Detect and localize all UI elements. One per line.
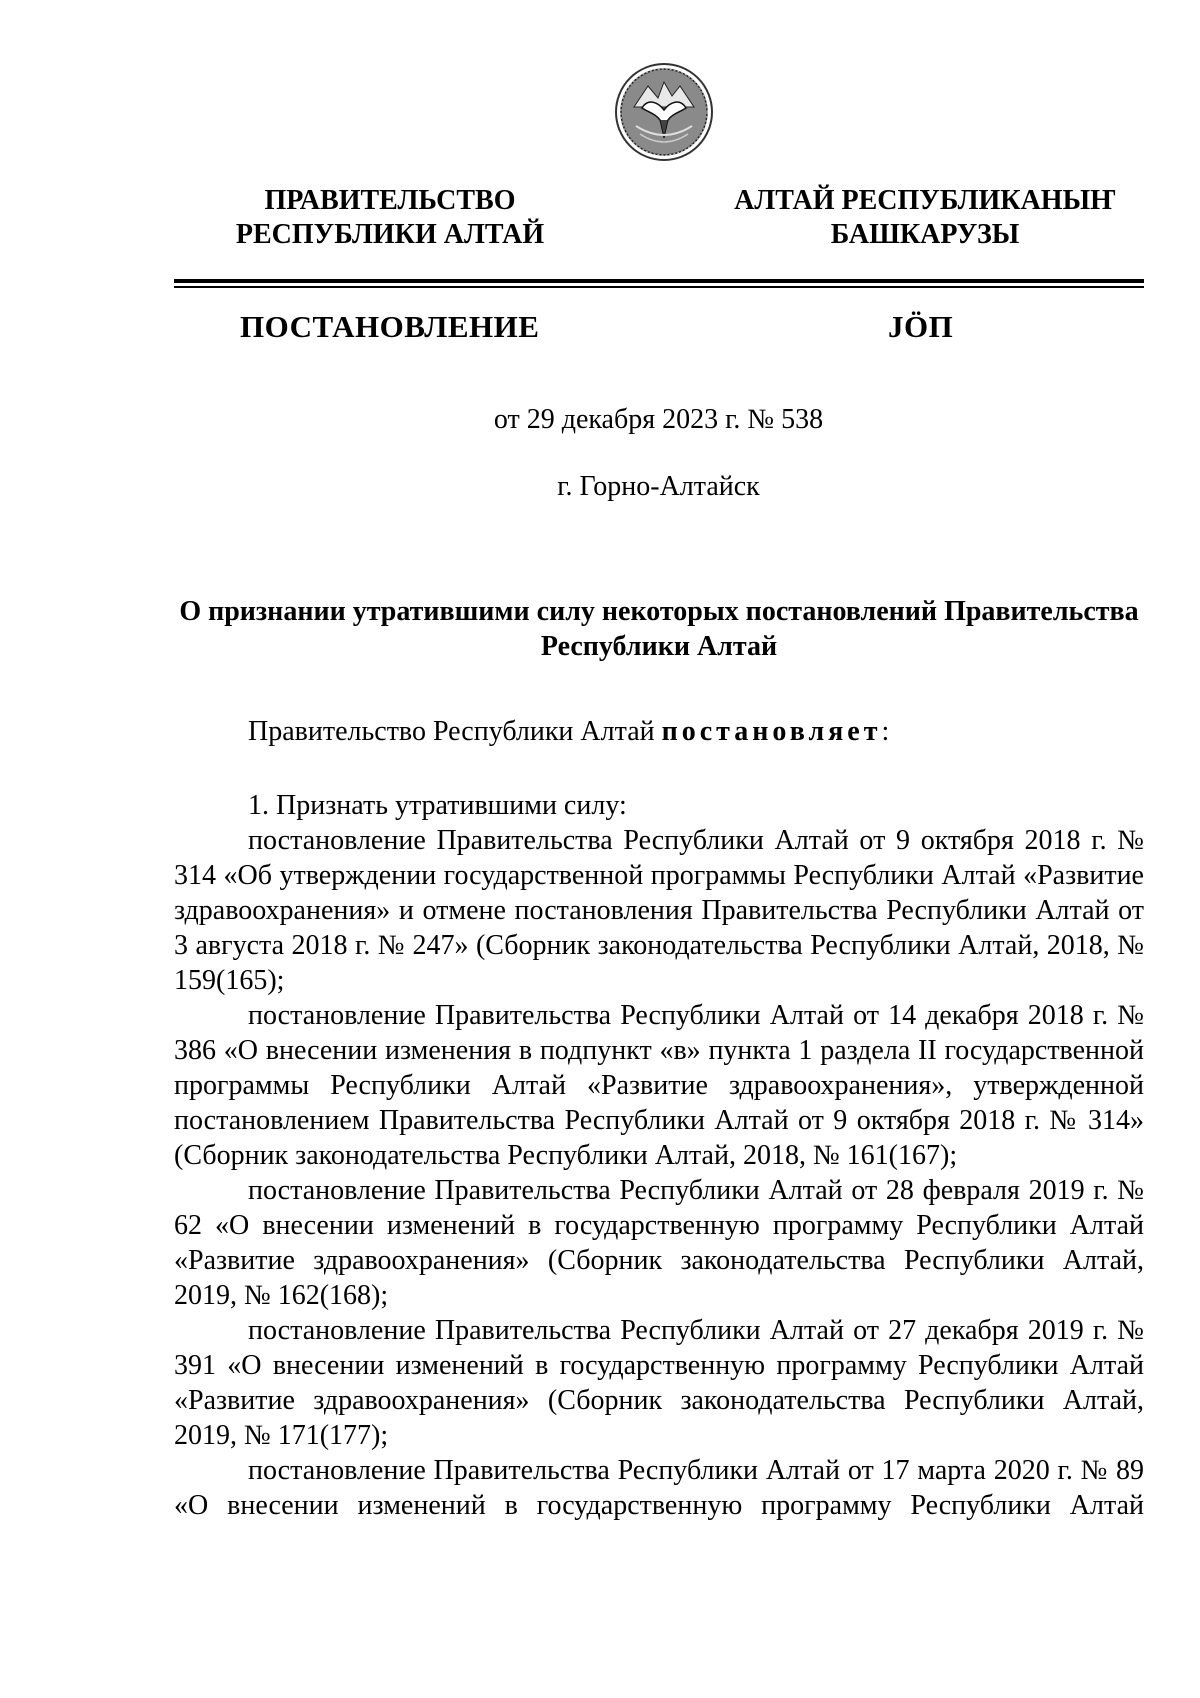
document-type-altai: JÖП <box>888 309 954 344</box>
issuer-name-russian <box>215 184 565 252</box>
clause-paragraph: постановление Правительства Республики Алтай от 28 февраля 2019 г. № 62 «О внесении изменений в государственную программу Республики Алтай «Развитие здравоохранения» (Сборник законодательства Республики Алтай, 2019, № 162(168); <box>174 1175 1144 1311</box>
clause-paragraph: постановление Правительства Республики Алтай от 14 декабря 2018 г. № 386 «О внесении изменения в подпункт «в» пункта 1 раздела II государственной программы Республики Алтай «Развитие здравоохранения», утвержденной постановлением Правительства Республики Алтай от 9 октября 2018 г. № 314» (Сборник законодательства Республики Алтай, 2018, № 161(167); <box>174 1000 1144 1171</box>
document-title: О признании утратившими силу некоторых постановлений Правительства Республики Алтай <box>179 596 1139 662</box>
clause-paragraph: постановление Правительства Республики Алтай от 17 марта 2020 г. № 89 «О внесении изменений в государственную программу Республики Алтай <box>174 1455 1144 1521</box>
document-city: г. Горно-Алтайск <box>557 471 760 502</box>
issuer-line: РЕСПУБЛИКИ АЛТАЙ <box>235 219 545 250</box>
preamble-tail: : <box>881 716 890 747</box>
coat-of-arms-emblem <box>614 62 714 162</box>
document-type-russian: ПОСТАНОВЛЕНИЕ <box>240 309 540 344</box>
clause-paragraph: постановление Правительства Республики Алтай от 9 октября 2018 г. № 314 «Об утверждении государственной программы Республики Алтай «Развитие здравоохранения» и отмене постановления Правительства Республики Алтай от 3 августа 2018 г. № 247» (Сборник законодательства Республики Алтай, 2018, № 159(165); <box>174 825 1144 996</box>
document-date-number: от 29 декабря 2023 г. № 538 <box>493 404 824 435</box>
issuer-name-altai <box>725 184 1125 252</box>
clause-paragraph: 1. Признать утратившими силу: <box>248 790 627 821</box>
header-divider-thin <box>174 286 1144 288</box>
issuer-line: БАШКАРУЗЫ <box>830 219 1020 250</box>
issuer-line: АЛТАЙ РЕСПУБЛИКАНЫҤ <box>734 185 1116 216</box>
preamble <box>174 714 1144 749</box>
clauses-list <box>174 788 1144 1523</box>
issuer-line: ПРАВИТЕЛЬСТВО <box>264 185 516 216</box>
clause-paragraph: постановление Правительства Республики Алтай от 27 декабря 2019 г. № 391 «О внесении изменений в государственную программу Республики Алтай «Развитие здравоохранения» (Сборник законодательства Республики Алтай, 2019, № 171(177); <box>174 1315 1144 1451</box>
preamble-emphasis: постановляет <box>661 716 882 747</box>
preamble-text: Правительство Республики Алтай <box>248 716 662 747</box>
header-divider <box>174 279 1144 283</box>
